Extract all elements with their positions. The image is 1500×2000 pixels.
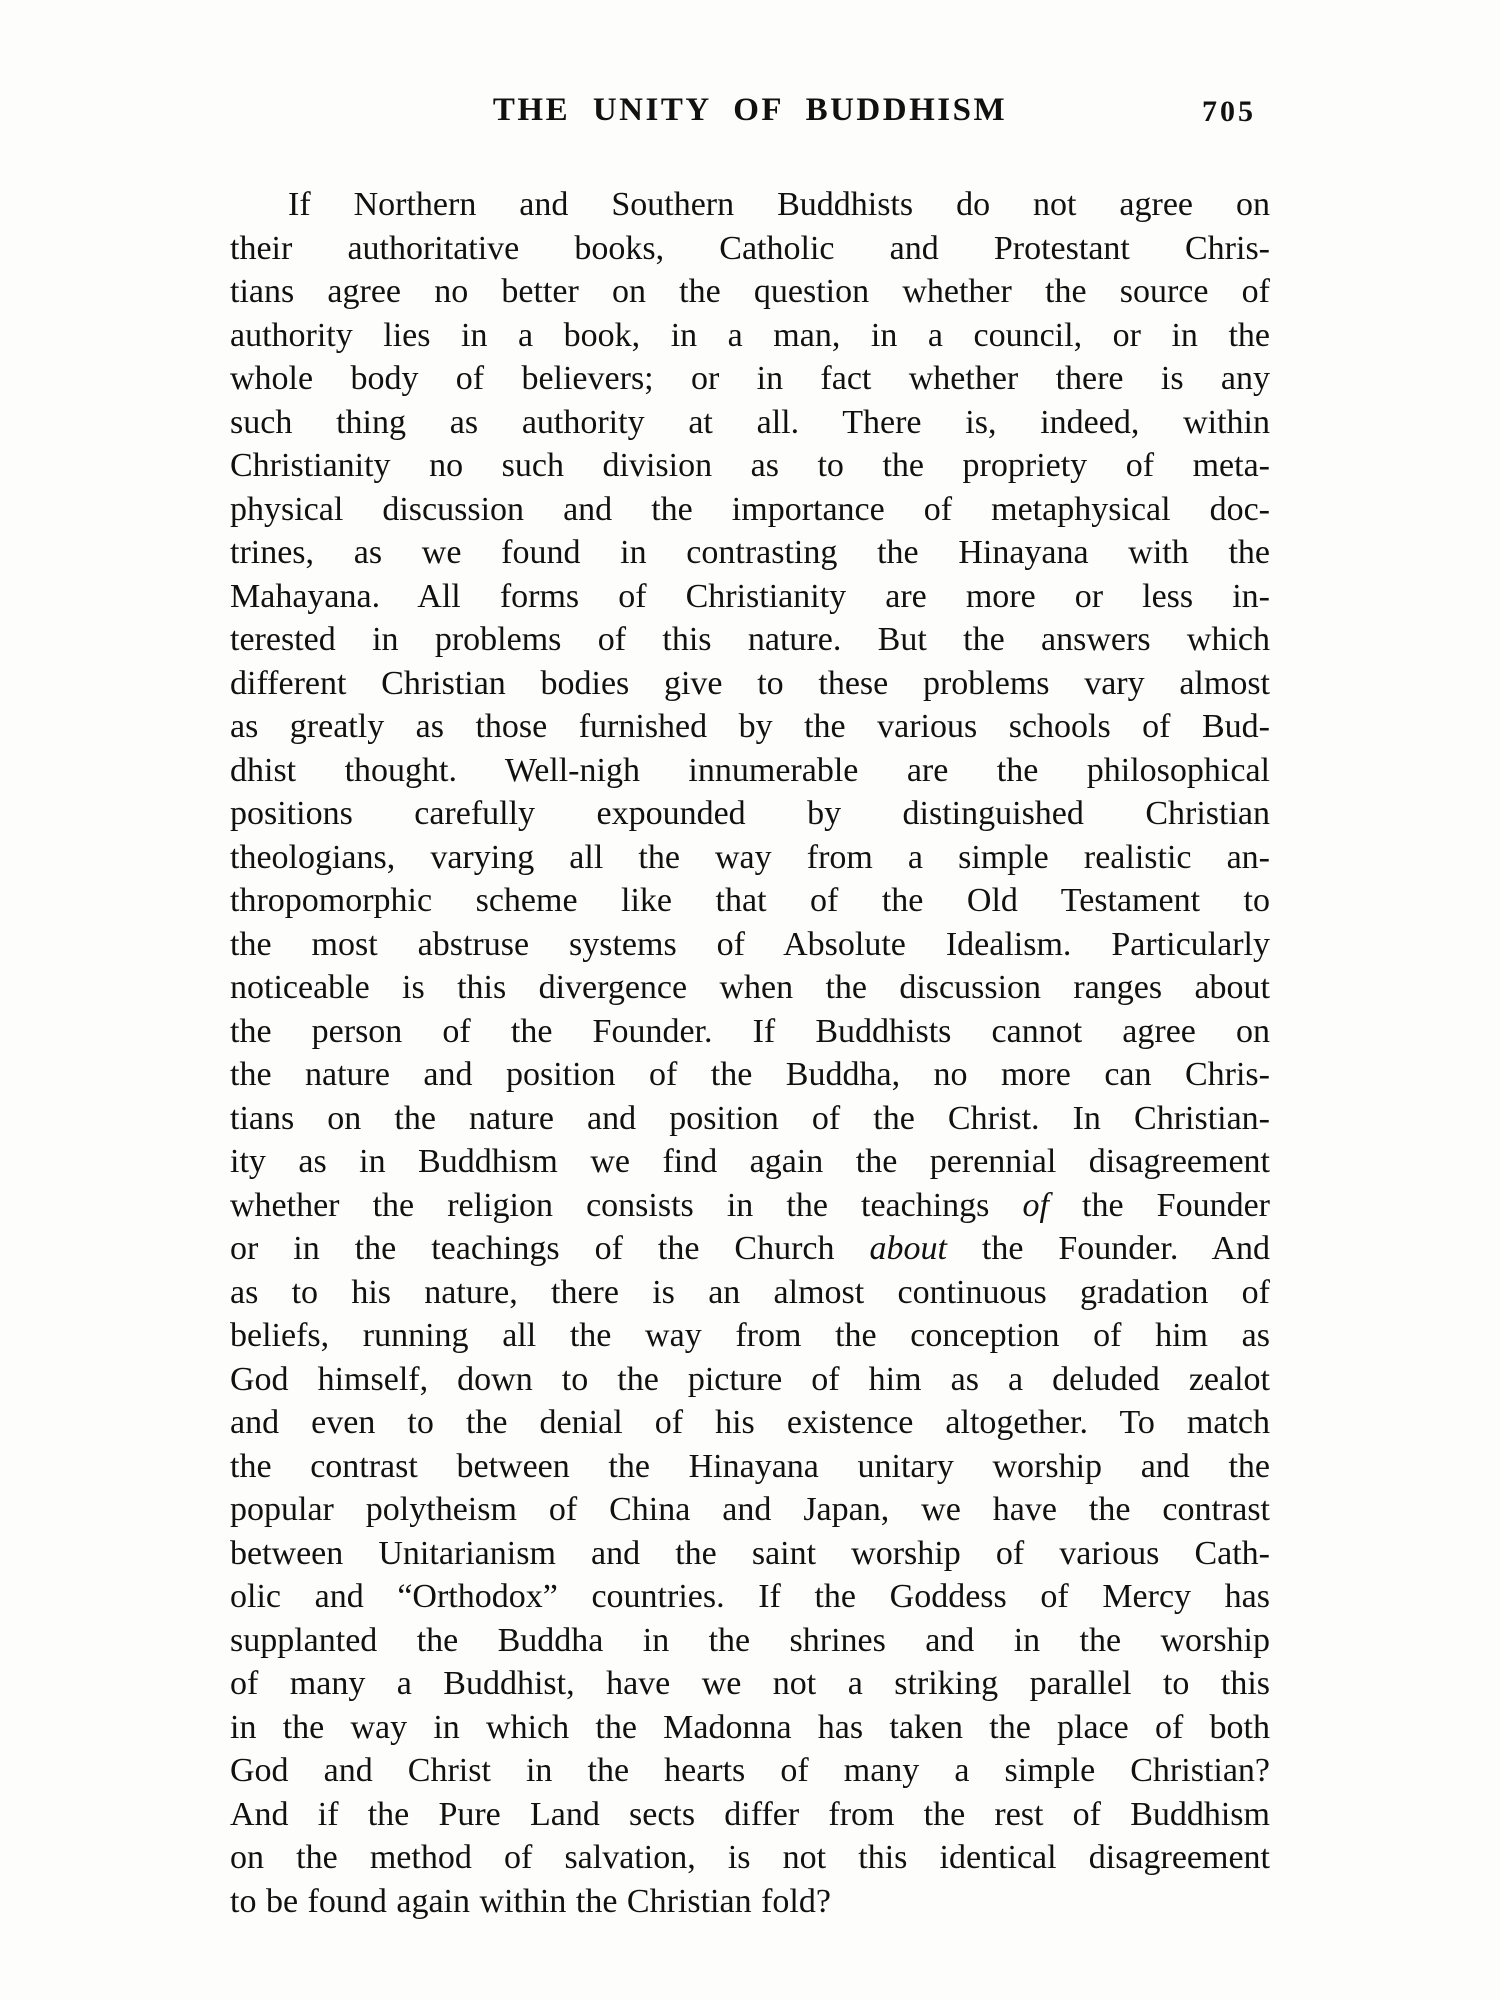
text-line: between Unitarianism and the saint worship of various Cath- xyxy=(230,1534,1270,1572)
text-line: authority lies in a book, in a man, in a council, or in the xyxy=(230,316,1270,354)
text-line: trines, as we found in contrasting the Hinayana with the xyxy=(230,534,1270,571)
text-line: or in the teachings of the Church about the Founder. And xyxy=(230,1230,1270,1267)
text-line: as greatly as those furnished by the various schools of Bud- xyxy=(230,708,1270,745)
text-line: noticeable is this divergence when the discussion ranges about xyxy=(230,969,1270,1006)
text-line: If Northern and Southern Buddhists do not agree on xyxy=(288,186,1270,223)
text-line: and even to the denial of his existence altogether. To match xyxy=(230,1404,1270,1441)
text-line: physical discussion and the importance of metaphysical doc- xyxy=(230,490,1270,528)
text-line: in the way in which the Madonna has taken the place of both xyxy=(230,1708,1270,1746)
text-line: beliefs, running all the way from the conception of him as xyxy=(230,1317,1270,1354)
text-line: tians agree no better on the question whether the source of xyxy=(230,273,1270,310)
text-line: whole body of believers; or in fact whether there is any xyxy=(230,360,1270,397)
text-line: popular polytheism of China and Japan, we have the contrast xyxy=(230,1491,1270,1528)
text-line: the most abstruse systems of Absolute Idealism. Particularly xyxy=(230,925,1270,963)
text-line: God himself, down to the picture of him as a deluded zealot xyxy=(230,1360,1270,1398)
page-body xyxy=(230,183,1270,1923)
text-line: positions carefully expounded by distinguished Christian xyxy=(230,795,1270,832)
text-line: the person of the Founder. If Buddhists cannot agree on xyxy=(230,1012,1270,1050)
running-head xyxy=(230,92,1270,136)
text-line: God and Christ in the hearts of many a simple Christian? xyxy=(230,1752,1270,1789)
text-line: to be found again within the Christian fold? xyxy=(230,1882,831,1920)
page-number: 705 xyxy=(1202,95,1256,128)
italic-text: of xyxy=(1022,1186,1049,1224)
text-line: the nature and position of the Buddha, no more can Chris- xyxy=(230,1056,1270,1093)
text-line: whether the religion consists in the teachings of the Founder xyxy=(230,1186,1270,1224)
text-line: of many a Buddhist, have we not a striking parallel to this xyxy=(230,1665,1270,1702)
text-line: the contrast between the Hinayana unitary worship and the xyxy=(230,1447,1270,1485)
text-line: as to his nature, there is an almost continuous gradation of xyxy=(230,1273,1270,1311)
text-line: ity as in Buddhism we find again the perennial disagreement xyxy=(230,1143,1270,1180)
text-line: And if the Pure Land sects differ from the rest of Buddhism xyxy=(230,1795,1270,1833)
text-line: terested in problems of this nature. But the answers which xyxy=(230,621,1270,658)
text-line: different Christian bodies give to these problems vary almost xyxy=(230,664,1270,702)
text-line: their authoritative books, Catholic and Protestant Chris- xyxy=(230,229,1270,267)
text-line: dhist thought. Well-nigh innumerable are the philosophical xyxy=(230,751,1270,789)
text-line: Christianity no such division as to the propriety of meta- xyxy=(230,447,1270,484)
text-line: Mahayana. All forms of Christianity are more or less in- xyxy=(230,577,1270,615)
text-line: supplanted the Buddha in the shrines and in the worship xyxy=(230,1621,1270,1659)
text-line: theologians, varying all the way from a simple realistic an- xyxy=(230,838,1270,876)
text-line: thropomorphic scheme like that of the Old Testament to xyxy=(230,882,1270,919)
text-line: tians on the nature and position of the Christ. In Christian- xyxy=(230,1099,1270,1137)
italic-text: about xyxy=(869,1230,947,1267)
page-title: THE UNITY OF BUDDHISM xyxy=(492,92,1008,128)
text-line: such thing as authority at all. There is, indeed, within xyxy=(230,403,1270,441)
text-line: olic and “Orthodox” countries. If the Goddess of Mercy has xyxy=(230,1578,1270,1615)
text-line: on the method of salvation, is not this identical disagreement xyxy=(230,1839,1270,1876)
